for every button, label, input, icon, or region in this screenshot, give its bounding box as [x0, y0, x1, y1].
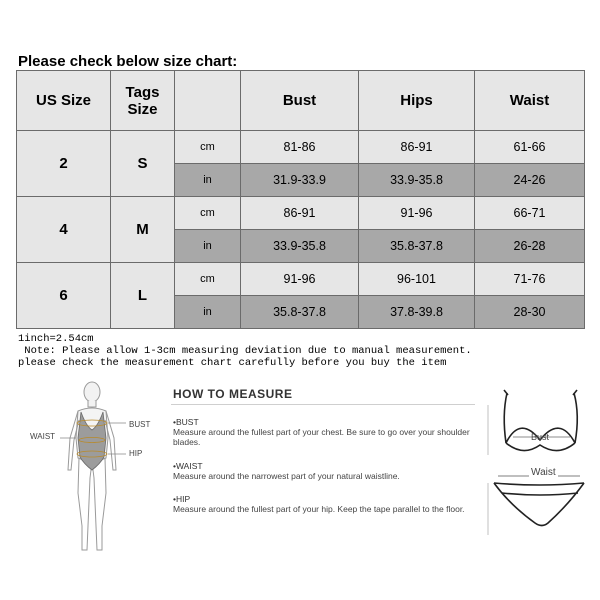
figure-label-hip: HIP	[129, 449, 143, 458]
bust-cell: 33.9-35.8	[241, 230, 359, 263]
waist-cell: 28-30	[475, 296, 585, 329]
hips-cell: 35.8-37.8	[359, 230, 475, 263]
header-waist: Waist	[475, 71, 585, 131]
waist-cell: 66-71	[475, 197, 585, 230]
note-deviation: Note: Please allow 1-3cm measuring deviation due to manual measurement.	[18, 345, 472, 357]
hips-cell: 91-96	[359, 197, 475, 230]
bust-text: Measure around the fullest part of your chest. Be sure to go over your shoulder blades.	[173, 427, 470, 447]
bust-cell: 35.8-37.8	[241, 296, 359, 329]
tag-size-cell: L	[111, 263, 175, 329]
bikini-top-illustration	[480, 385, 590, 460]
hip-instruction	[173, 494, 473, 514]
hips-cell: 37.8-39.8	[359, 296, 475, 329]
note-conversion: 1inch=2.54cm	[18, 333, 94, 345]
waist-title: •WAIST	[173, 461, 203, 471]
table-row	[17, 131, 585, 164]
us-size-cell: 6	[17, 263, 111, 329]
figure-label-waist: WAIST	[30, 432, 56, 441]
size-chart-table	[16, 70, 585, 329]
waist-cell: 71-76	[475, 263, 585, 296]
waist-cell: 26-28	[475, 230, 585, 263]
page-title: Please check below size chart:	[18, 53, 238, 70]
waist-text: Measure around the narrowest part of your natural waistline.	[173, 471, 400, 481]
bust-cell: 31.9-33.9	[241, 164, 359, 197]
figure-label-bust-product: Bust	[531, 432, 550, 442]
how-to-measure-heading: HOW TO MEASURE	[173, 387, 293, 401]
divider	[171, 404, 475, 405]
hips-cell: 86-91	[359, 131, 475, 164]
us-size-cell: 4	[17, 197, 111, 263]
hip-title: •HIP	[173, 494, 191, 504]
unit-cell: in	[175, 164, 241, 197]
notes-block	[18, 333, 472, 369]
header-tags-line1: Tags	[125, 83, 160, 101]
bust-cell: 81-86	[241, 131, 359, 164]
header-tags-size	[111, 71, 175, 131]
tag-size-cell: S	[111, 131, 175, 197]
waist-cell: 61-66	[475, 131, 585, 164]
waist-instruction	[173, 461, 473, 481]
bust-title: •BUST	[173, 417, 199, 427]
hip-text: Measure around the fullest part of your hip. Keep the tape parallel to the floor.	[173, 504, 465, 514]
bust-cell: 86-91	[241, 197, 359, 230]
table-row	[17, 197, 585, 230]
header-unit-blank	[175, 71, 241, 131]
waist-cell: 24-26	[475, 164, 585, 197]
figure-label-bust: BUST	[129, 420, 151, 429]
table-row	[17, 263, 585, 296]
unit-cell: in	[175, 296, 241, 329]
figure-label-waist-product: Waist	[531, 467, 556, 478]
unit-cell: in	[175, 230, 241, 263]
body-figure-illustration	[60, 378, 160, 578]
header-bust: Bust	[241, 71, 359, 131]
table-header-row	[17, 71, 585, 131]
bust-cell: 91-96	[241, 263, 359, 296]
bust-instruction	[173, 417, 473, 447]
us-size-cell: 2	[17, 131, 111, 197]
header-tags-line2: Size	[127, 100, 158, 118]
unit-cell: cm	[175, 197, 241, 230]
hips-cell: 96-101	[359, 263, 475, 296]
note-check: please check the measurement chart carefully before you buy the item	[18, 357, 447, 369]
tag-size-cell: M	[111, 197, 175, 263]
unit-cell: cm	[175, 263, 241, 296]
header-us-size: US Size	[17, 71, 111, 131]
unit-cell: cm	[175, 131, 241, 164]
header-hips: Hips	[359, 71, 475, 131]
hips-cell: 33.9-35.8	[359, 164, 475, 197]
